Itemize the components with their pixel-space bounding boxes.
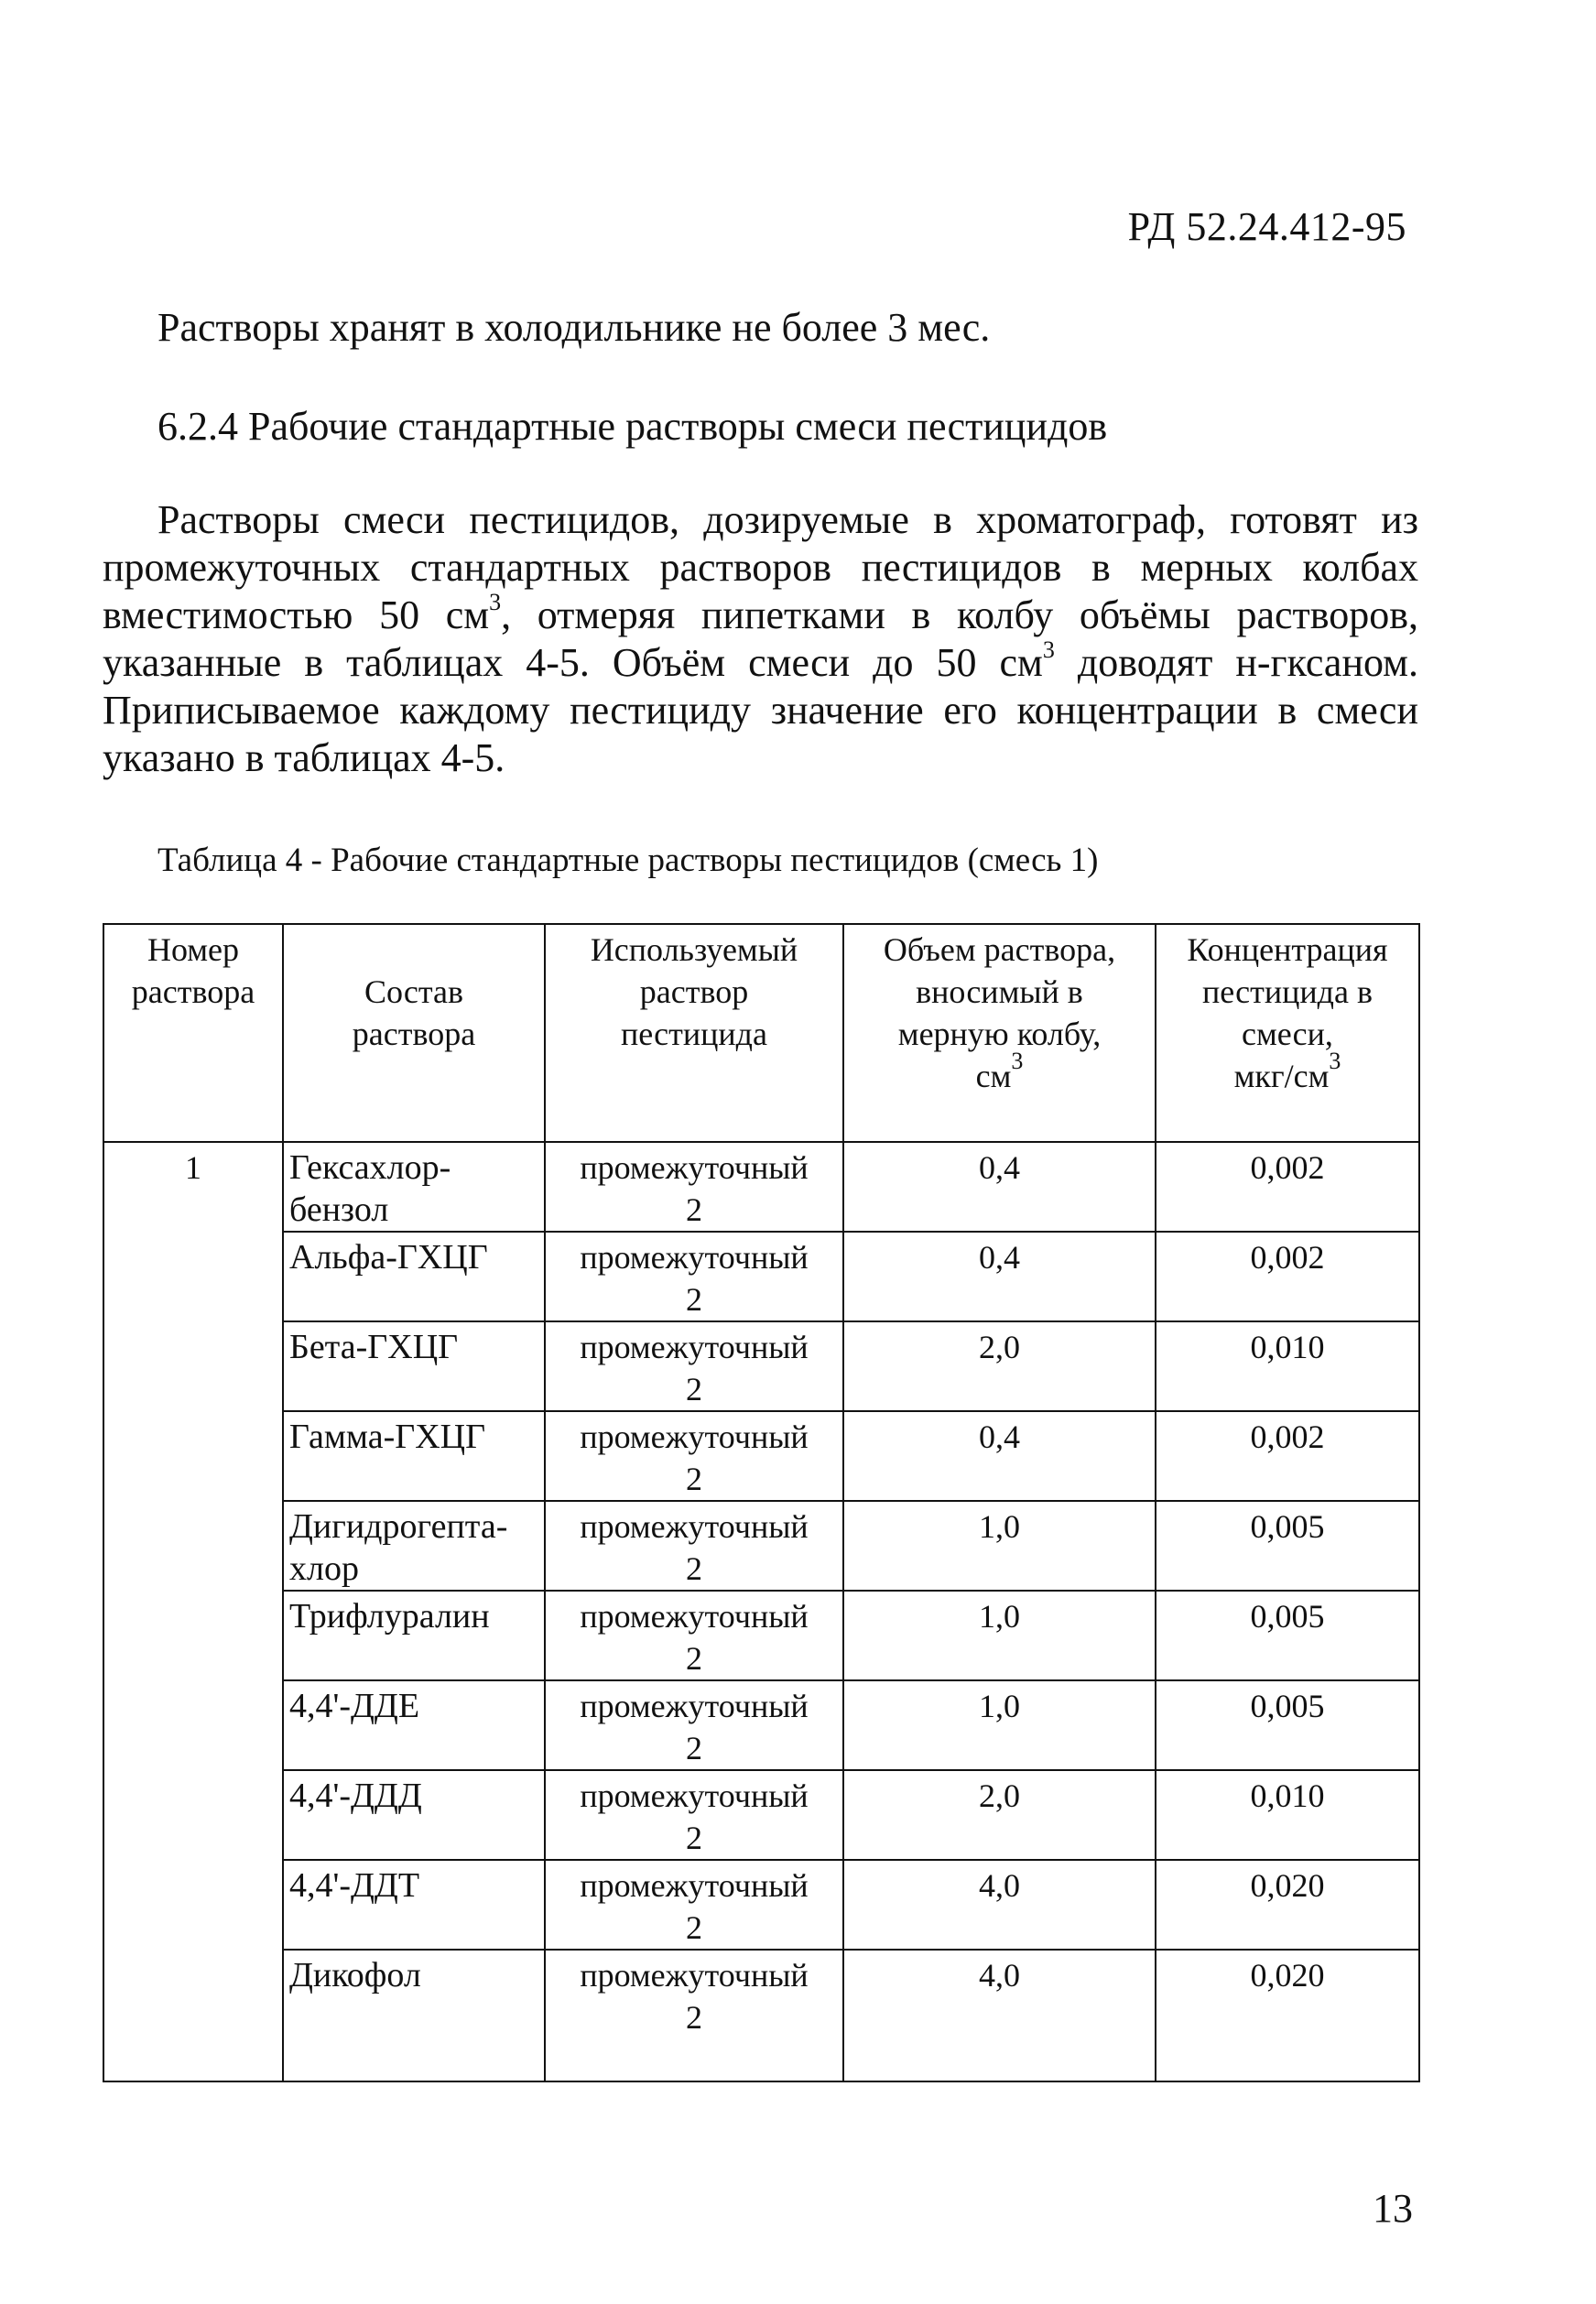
cell-text: 2 [686, 1550, 702, 1587]
header-solution-number [103, 924, 283, 1142]
cell-text: 1,0 [979, 1508, 1020, 1545]
cell-text: 0,005 [1250, 1688, 1325, 1724]
paragraph-line: Приписываемое каждому пестициду значение его концентрации в смеси [103, 688, 1418, 733]
cell-text: 2 [686, 1820, 702, 1856]
concentration-cell [1156, 1591, 1419, 1680]
concentration-cell [1156, 1501, 1419, 1591]
pesticide-name-cell [283, 1411, 545, 1501]
volume-cell [843, 1142, 1156, 1232]
cell-text: промежуточный [580, 1329, 809, 1365]
cell-text: 2 [686, 1281, 702, 1318]
used-solution-cell [545, 1770, 843, 1860]
cell-text: промежуточный [580, 1688, 809, 1724]
concentration-cell [1156, 1232, 1419, 1321]
header-text: вносимый в [916, 973, 1083, 1010]
cell-text: 1,0 [979, 1688, 1020, 1724]
solution-number-cell: 1 [103, 1142, 283, 2081]
cell-text: 0,002 [1250, 1418, 1325, 1455]
cell-text: промежуточный [580, 1867, 809, 1904]
used-solution-cell [545, 1591, 843, 1680]
superscript: 3 [1011, 1048, 1024, 1074]
table-row [103, 1680, 1419, 1770]
cell-text: 0,4 [979, 1239, 1020, 1276]
cell-text: 0,010 [1250, 1777, 1325, 1814]
pesticide-name-cell [283, 1591, 545, 1680]
header-text: раствор [639, 973, 749, 1010]
header-text: Концентрация [1187, 931, 1388, 968]
pesticide-name-cell [283, 1142, 545, 1232]
pesticide-name-cell [283, 1860, 545, 1950]
concentration-cell [1156, 1680, 1419, 1770]
cell-text: Трифлуралин [289, 1597, 490, 1636]
cell-text: Бета-ГХЦГ [289, 1328, 459, 1366]
header-text: Используемый [590, 931, 798, 968]
section-heading: 6.2.4 Рабочие стандартные растворы смеси пестицидов [157, 404, 1108, 449]
concentration-cell [1156, 1142, 1419, 1232]
cell-text: 4,4'-ДДТ [289, 1866, 420, 1905]
header-text: Объем раствора, [883, 931, 1116, 968]
header-text: раствора [131, 973, 255, 1010]
concentration-cell [1156, 1770, 1419, 1860]
cell-text: 4,4'-ДДЕ [289, 1687, 420, 1725]
cell-text: 2 [686, 1461, 702, 1497]
paragraph-fragment: указанные в таблицах 4-5. Объём смеси до 50 см [103, 640, 1043, 685]
cell-text: 0,020 [1250, 1867, 1325, 1904]
cell-text: 2 [686, 1909, 702, 1946]
used-solution-cell [545, 1860, 843, 1950]
header-text: смеси, [1242, 1016, 1333, 1052]
table-caption: Таблица 4 - Рабочие стандартные растворы пестицидов (смесь 1) [157, 842, 1099, 879]
paragraph-line: указано в таблицах 4-5. [103, 735, 505, 780]
concentration-cell [1156, 1860, 1419, 1950]
table-row [103, 1860, 1419, 1950]
paragraph-line [103, 636, 1419, 687]
cell-text: Дикофол [289, 1956, 421, 1994]
cell-text: промежуточный [580, 1239, 809, 1276]
cell-text: промежуточный [580, 1777, 809, 1814]
cell-text: 2,0 [979, 1329, 1020, 1365]
paragraph-line [103, 589, 1418, 639]
table-row [103, 1411, 1419, 1501]
volume-cell [843, 1591, 1156, 1680]
cell-text: бензол [289, 1190, 389, 1229]
table-row [103, 1770, 1419, 1860]
cell-text: промежуточный [580, 1149, 809, 1186]
cell-text: 0,4 [979, 1149, 1020, 1186]
cell-text: 2 [686, 1640, 702, 1677]
header-unit: мкг/см [1233, 1058, 1330, 1094]
cell-text: 2 [686, 1191, 702, 1228]
header-text: мерную колбу, [897, 1016, 1102, 1052]
table-row [103, 1232, 1419, 1321]
volume-cell [843, 1232, 1156, 1321]
header-composition [283, 924, 545, 1142]
header-text: пестицида [621, 1016, 767, 1052]
cell-text: промежуточный [580, 1957, 809, 1994]
volume-cell [843, 1321, 1156, 1411]
pesticide-name-cell [283, 1770, 545, 1860]
concentration-cell [1156, 1411, 1419, 1501]
cell-text: 0,002 [1250, 1149, 1325, 1186]
header-concentration [1156, 924, 1419, 1142]
header-unit: см [975, 1058, 1012, 1094]
header-text: Состав [364, 973, 464, 1010]
cell-text: 4,0 [979, 1867, 1020, 1904]
header-text: Номер [147, 931, 240, 968]
pesticide-name-cell [283, 1950, 545, 2081]
paragraph-fragment: , отмеряя пипетками в колбу объёмы растворов, [501, 592, 1418, 637]
used-solution-cell [545, 1411, 843, 1501]
concentration-cell [1156, 1321, 1419, 1411]
cell-text: 0,4 [979, 1418, 1020, 1455]
cell-text: 2 [686, 1730, 702, 1766]
pesticide-name-cell [283, 1321, 545, 1411]
header-text: пестицида в [1202, 973, 1373, 1010]
superscript: 3 [1042, 636, 1055, 663]
cell-text: 0,010 [1250, 1329, 1325, 1365]
cell-text: 0,002 [1250, 1239, 1325, 1276]
pesticide-name-cell [283, 1501, 545, 1591]
table-row [103, 1142, 1419, 1232]
header-used-solution [545, 924, 843, 1142]
paragraph-line: Растворы смеси пестицидов, дозируемые в хроматограф, готовят из [157, 497, 1418, 542]
cell-text: 4,4'-ДДД [289, 1777, 422, 1815]
paragraph-fragment: доводят н-гксаном. [1077, 640, 1419, 685]
header-text [850, 1048, 1149, 1097]
used-solution-cell [545, 1232, 843, 1321]
header-volume [843, 924, 1156, 1142]
page-number: 13 [1373, 2186, 1413, 2231]
table-row [103, 1321, 1419, 1411]
used-solution-cell [545, 1321, 843, 1411]
used-solution-cell [545, 1680, 843, 1770]
cell-text: 2 [686, 1999, 702, 2036]
used-solution-cell [545, 1501, 843, 1591]
header-text: раствора [352, 1016, 476, 1052]
storage-note: Растворы хранят в холодильнике не более 3 мес. [157, 305, 991, 350]
volume-cell [843, 1411, 1156, 1501]
volume-cell [843, 1501, 1156, 1591]
paragraph-line: промежуточных стандартных растворов пестицидов в мерных колбах [103, 545, 1418, 590]
volume-cell [843, 1950, 1156, 2081]
pesticide-name-cell [283, 1680, 545, 1770]
cell-text: 2,0 [979, 1777, 1020, 1814]
document-code: РД 52.24.412-95 [1127, 204, 1406, 249]
volume-cell [843, 1860, 1156, 1950]
cell-text: 0,005 [1250, 1598, 1325, 1635]
cell-text: промежуточный [580, 1418, 809, 1455]
table-row [103, 1591, 1419, 1680]
superscript: 3 [1329, 1048, 1341, 1074]
cell-text: 4,0 [979, 1957, 1020, 1994]
paragraph-fragment: вместимостью 50 см [103, 592, 490, 637]
cell-text: промежуточный [580, 1598, 809, 1635]
table-header-row [103, 924, 1419, 1142]
cell-text: 1,0 [979, 1598, 1020, 1635]
cell-text: 0,020 [1250, 1957, 1325, 1994]
pesticide-name-cell [283, 1232, 545, 1321]
concentration-cell [1156, 1950, 1419, 2081]
table-row [103, 1501, 1419, 1591]
volume-cell [843, 1680, 1156, 1770]
superscript: 3 [489, 589, 502, 615]
cell-text: Гексахлор- [289, 1148, 451, 1187]
cell-text: 0,005 [1250, 1508, 1325, 1545]
body-paragraph [103, 496, 1418, 782]
cell-text: Гамма-ГХЦГ [289, 1418, 486, 1456]
header-text [1162, 1048, 1413, 1097]
cell-text: хлор [289, 1549, 359, 1588]
cell-text: Дигидрогепта- [289, 1507, 508, 1546]
cell-text: Альфа-ГХЦГ [289, 1238, 488, 1277]
pesticide-table [103, 923, 1420, 2082]
volume-cell [843, 1770, 1156, 1860]
table-row [103, 1950, 1419, 2081]
cell-text: промежуточный [580, 1508, 809, 1545]
used-solution-cell [545, 1142, 843, 1232]
cell-text: 2 [686, 1371, 702, 1407]
used-solution-cell [545, 1950, 843, 2081]
